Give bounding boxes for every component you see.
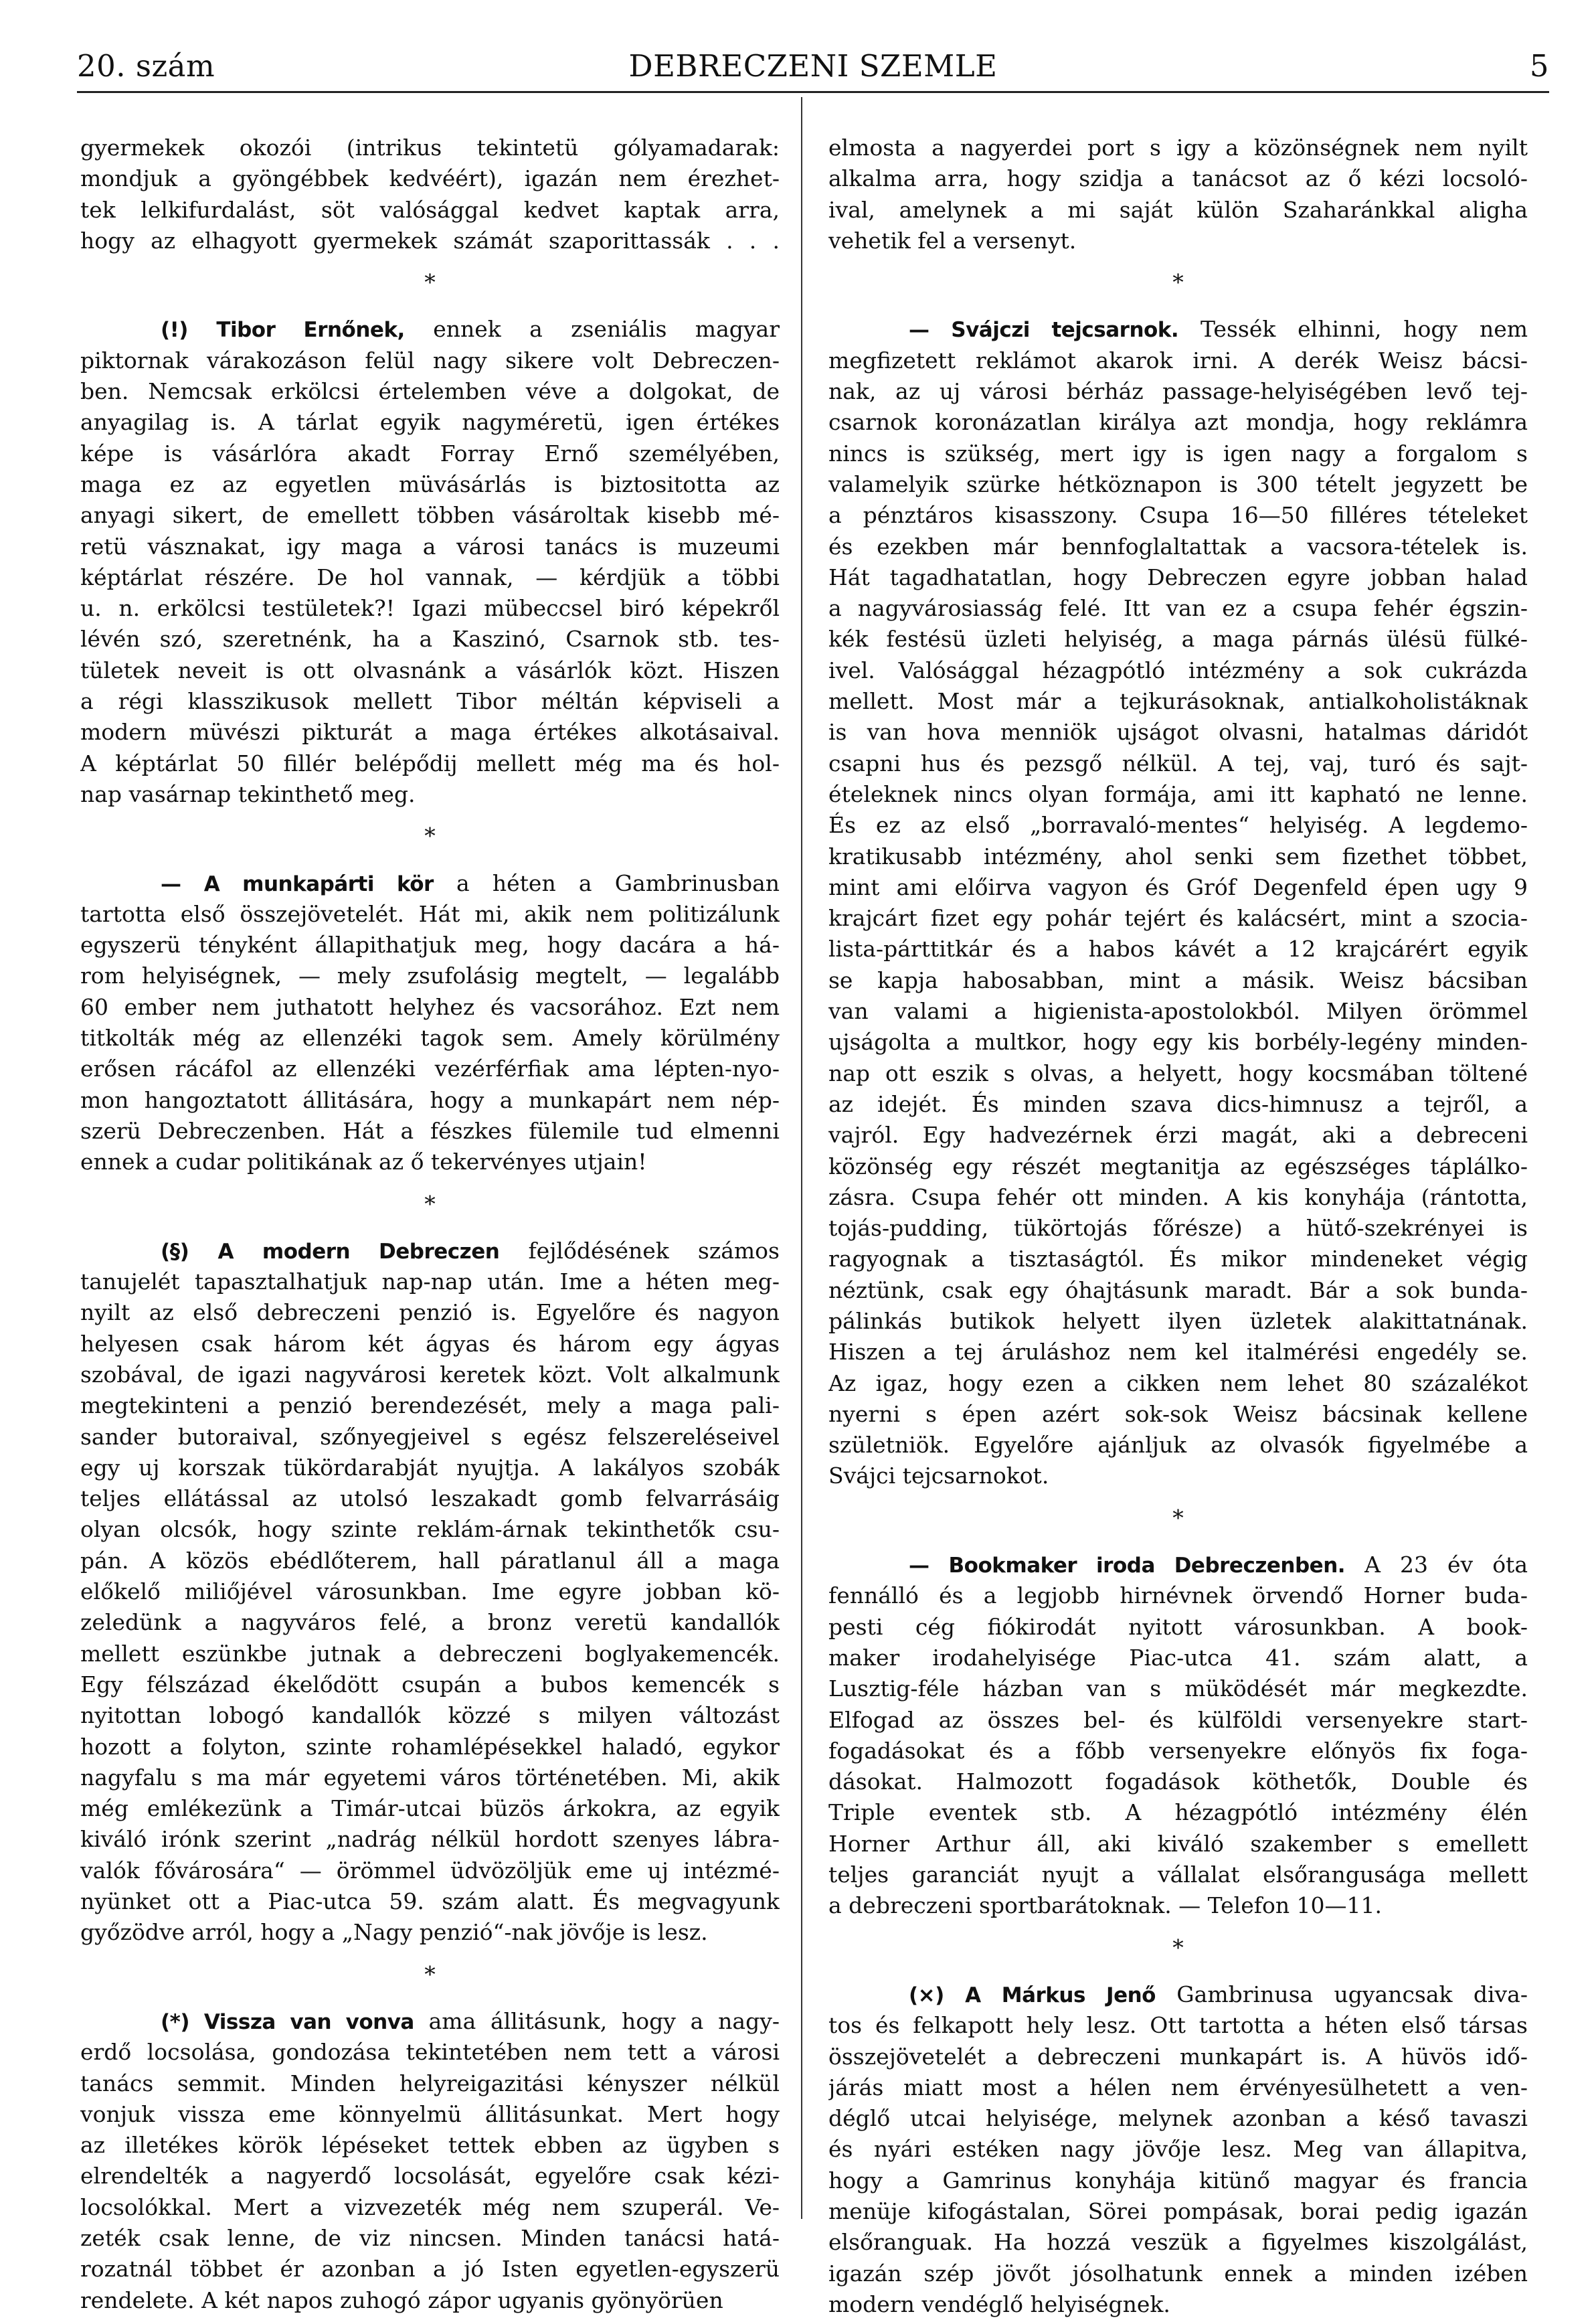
text-line: ival, amelynek a mi saját külön Szaharánkkal aligha bbox=[828, 196, 1528, 223]
text-line: Elfogad az összes bel- és külföldi versenyekre start- bbox=[828, 1706, 1528, 1733]
article-marker: — bbox=[909, 318, 929, 343]
article-bookmaker-iroda bbox=[828, 1550, 1528, 1922]
newspaper-title: DEBRECZENI SZEMLE bbox=[628, 48, 998, 84]
text-line: déglő utcai helyisége, melynek azonban a késő tavaszi bbox=[828, 2105, 1528, 2132]
text-line: Horner Arthur áll, aki kiváló szakember s emellett bbox=[828, 1830, 1528, 1857]
text-line: erdő locsolása, gondozása tekintetében nem tett a városi bbox=[80, 2039, 780, 2066]
text-line: teljes garanciát nyujt a vállalat elsőrangusága mellett bbox=[828, 1861, 1528, 1888]
text-line: u. n. erkölcsi testületek?! Igazi mübeccsel biró képekről bbox=[80, 595, 780, 622]
text-line: olyan olcsók, hogy szinte reklám-árnak tekinthetők csu- bbox=[80, 1516, 780, 1543]
text-line: ragyognak a tisztaságtól. És mikor mindeneket végig bbox=[828, 1246, 1528, 1272]
article-headline: Vissza van vonva bbox=[203, 2009, 414, 2034]
text-line: alkalma arra, hogy szidja a tanácsot az ő kézi locsoló- bbox=[828, 165, 1528, 192]
text-line: modern vendéglő helyiségnek. bbox=[828, 2291, 1170, 2317]
text-line: hogy a Gamrinus konyhája kitünő magyar és francia bbox=[828, 2167, 1528, 2193]
text-line: A képtárlat 50 fillér belépődij mellett még ma és hol- bbox=[80, 750, 780, 776]
text-line: kék festésü üzleti helyiség, a maga párnás ülésü fülké- bbox=[828, 626, 1528, 653]
text-line: dásokat. Halmozott fogadások köthetők, Double és bbox=[828, 1768, 1528, 1795]
text-line: helyesen csak három két ágyas és három egy ágyas bbox=[80, 1330, 780, 1357]
article-lead-text: a héten a Gambrinusban bbox=[456, 869, 780, 896]
issue-number: 20. szám bbox=[77, 48, 215, 84]
text-line: pálinkás butikok helyett ilyen üzletek alakittatnának. bbox=[828, 1307, 1528, 1334]
right-column bbox=[828, 133, 1528, 2320]
text-line: mint ami előirva vagyon és Gróf Degenfeld épen ugy 9 bbox=[828, 874, 1528, 900]
text-line: nagyfalu s ma már egyetemi város történetében. Mi, akik bbox=[80, 1764, 780, 1791]
article-lead-line bbox=[828, 1550, 1528, 1580]
text-line: hozott a folyton, szinte rohamlépésekkel haladó, egykor bbox=[80, 1733, 780, 1760]
text-line: titkolták még az ellenzéki tagok sem. Amely körülmény bbox=[80, 1025, 780, 1052]
article-marker: (!) bbox=[161, 318, 188, 343]
text-line: győzödve arról, hogy a „Nagy penzió“-nak jövője is lesz. bbox=[80, 1919, 708, 1946]
text-line: mellett eszünkbe jutnak a debreczeni boglyakemencék. bbox=[80, 1640, 780, 1667]
text-line: krajcárt fizet egy pohár tejért és kalácsért, mint a szocia- bbox=[828, 905, 1528, 932]
text-line: képe is vásárlóra akadt Forray Ernő személyében, bbox=[80, 440, 780, 467]
text-line: a pénztáros kisasszony. Csupa 16—50 filléres tételeket bbox=[828, 502, 1528, 529]
article-lead-line bbox=[80, 314, 780, 345]
article-headline: A modern Debreczen bbox=[217, 1239, 500, 1264]
text-line: erősen rácáfol az ellenzéki vezérférfiak ama lépten-nyo- bbox=[80, 1056, 780, 1082]
header-rule bbox=[77, 91, 1549, 93]
article-lead-text: ennek a zseniális magyar bbox=[433, 316, 780, 343]
article-lead-text: ama állitásunk, hogy a nagy- bbox=[428, 2007, 780, 2034]
article-lead-text: Tessék elhinni, hogy nem bbox=[1200, 316, 1528, 343]
text-line: nyünket ott a Piac-utca 59. szám alatt. És megvagyunk bbox=[80, 1888, 780, 1915]
article-headline: A munkapárti kör bbox=[203, 872, 434, 896]
text-line: igazán szép jövőt jósolhatunk ennek a minden izében bbox=[828, 2260, 1528, 2287]
text-line: járás miatt most a hélen nem érvényesülhetett a ven- bbox=[828, 2074, 1528, 2100]
section-separator: * bbox=[1172, 269, 1184, 296]
text-line: Triple eventek stb. A hézagpótló intézmény élén bbox=[828, 1799, 1528, 1826]
text-line: locsolókkal. Mert a vizvezeték még nem szuperál. Ve- bbox=[80, 2193, 780, 2220]
article-lead-line bbox=[80, 2006, 780, 2037]
text-line: van valami a higienista-apostolokból. Milyen örömmel bbox=[828, 998, 1528, 1025]
article-tibor-ernonek bbox=[80, 314, 780, 810]
text-line: mondjuk a gyöngébbek kedvéért), igazán nem érezhet- bbox=[80, 165, 780, 192]
text-line: tanujelét tapasztalhatjuk nap-nap után. Ime a héten meg- bbox=[80, 1268, 780, 1295]
article-lead-line bbox=[80, 868, 780, 899]
text-line: összejövetelét a debreczeni munkapárt is. A hüvös idő- bbox=[828, 2043, 1528, 2070]
text-line: szerü Debreczenben. Hát a fészkes fülemile tud elmenni bbox=[80, 1117, 780, 1144]
article-lead-line bbox=[828, 1979, 1528, 2010]
text-line: az illetékes körök lépéseket tettek ebben az ügyben s bbox=[80, 2132, 780, 2159]
text-line: hogy az elhagyott gyermekek számát szaporittassák . . . bbox=[80, 227, 780, 254]
text-line: És ez az első „borravaló-mentes“ helyiség. A legdemo- bbox=[828, 812, 1528, 839]
text-line: zásra. Csupa fehér ott minden. A kis konyhája (rántotta, bbox=[828, 1183, 1528, 1210]
text-line: vajról. Egy hadvezérnek érzi magát, aki a debreceni bbox=[828, 1122, 1528, 1149]
text-line: piktornak várakozáson felül nagy sikere volt Debreczen- bbox=[80, 347, 780, 374]
section-separator: * bbox=[424, 1961, 436, 1987]
text-line: mon hangoztatott állitására, hogy a munkapárt nem nép- bbox=[80, 1086, 780, 1113]
article-headline: Tibor Ernőnek, bbox=[216, 318, 405, 343]
text-line: is van hova menniök ujságot olvasni, hatalmas dáridót bbox=[828, 719, 1528, 746]
left-column bbox=[80, 133, 780, 2316]
text-line: nyerni s épen azért sok-sok Weisz bácsinak kellene bbox=[828, 1400, 1528, 1427]
article-munkaparti-kor bbox=[80, 868, 780, 1178]
article-svajczi-tejcsarnok bbox=[828, 314, 1528, 1491]
text-line: maker irodahelyisége Piac-utca 41. szám alatt, a bbox=[828, 1644, 1528, 1671]
text-line: 60 ember nem juthatott helyhez és vacsorához. Ezt nem bbox=[80, 993, 780, 1020]
text-line: elrendelték a nagyerdő locsolását, egyelőre csak kézi- bbox=[80, 2163, 780, 2189]
section-separator: * bbox=[1172, 1934, 1184, 1961]
text-line: a nagyvárosiasság felé. Itt van ez a csupa fehér égszin- bbox=[828, 595, 1528, 622]
text-line: vonjuk vissza eme könnyelmü állitásunkat. Mert hogy bbox=[80, 2100, 780, 2127]
text-line: Lusztig-féle házban van s müködését már megkezdte. bbox=[828, 1675, 1528, 1702]
text-line: csarnok koronázatlan királya azt mondja, hogy reklámra bbox=[828, 409, 1528, 436]
text-line: vehetik fel a versenyt. bbox=[828, 227, 1077, 254]
text-line: megtekinteni a penzió berendezését, mely a maga pali- bbox=[80, 1392, 780, 1419]
text-line: Svájci tejcsarnokot. bbox=[828, 1463, 1049, 1489]
text-line: elsőranguak. Ha hozzá veszük a figyelmes kiszolgálást, bbox=[828, 2229, 1528, 2256]
text-line: ennek a cudar politikának az ő tekervényes utjain! bbox=[80, 1149, 647, 1175]
article-marker: (×) bbox=[909, 1983, 944, 2007]
text-line: tületek neveit is ott olvasnánk a vásárlók közt. Hiszen bbox=[80, 657, 780, 683]
text-line: a régi klasszikusok mellett Tibor méltán képviseli a bbox=[80, 688, 780, 715]
text-line: se kapja habosabban, mint a másik. Weisz bácsiban bbox=[828, 967, 1528, 993]
text-line: Az igaz, hogy ezen a cikken nem lehet 80 százalékot bbox=[828, 1370, 1528, 1396]
text-line: rozatnál többet ér azonban a jó Isten egyetlen-egyszerü bbox=[80, 2256, 780, 2283]
text-line: nyitottan lobogó kandallók közzé s milyen változást bbox=[80, 1702, 780, 1729]
text-line: retü vásznakat, igy maga a városi tanács is muzeumi bbox=[80, 533, 780, 560]
text-line: anyagi sikert, de emellett többen vásároltak kisebb mé- bbox=[80, 502, 780, 529]
article-vissza-van-vonva bbox=[80, 2006, 780, 2316]
text-line: ételeknek nincs olyan formája, ami itt kapható ne lenne. bbox=[828, 780, 1528, 807]
article-modern-debreczen bbox=[80, 1236, 780, 1949]
article-marker: (§) bbox=[161, 1239, 189, 1264]
article-lead-text: Gambrinusa ugyancsak diva- bbox=[1176, 1981, 1528, 2007]
text-line: nyilt az első debreczeni penzió is. Egyelőre és nagyon bbox=[80, 1299, 780, 1326]
text-line: Hiszen a tej áruláshoz nem kel italmérési engedély se. bbox=[828, 1339, 1528, 1365]
text-line: szobával, de igazi nagyvárosi keretek közt. Volt alkalmunk bbox=[80, 1361, 780, 1388]
text-line: rom helyiségnek, — mely zsufolásig megtelt, — legalább bbox=[80, 963, 780, 989]
text-line: egyszerü tényként állapithatjuk meg, hogy dacára a há- bbox=[80, 932, 780, 959]
text-line: pesti cég fiókirodát nyitott városunkban. A book- bbox=[828, 1613, 1528, 1640]
article-markus-jeno bbox=[828, 1979, 1528, 2320]
text-line: egy uj korszak tükördarabját nyujtja. A lakályos szobák bbox=[80, 1454, 780, 1481]
text-line: és ezekben már bennfoglaltattak a vacsora-tételek is. bbox=[828, 533, 1528, 560]
page-header bbox=[77, 40, 1549, 94]
section-separator: * bbox=[424, 269, 436, 296]
text-line: teljes ellátással az utolsó leszakadt gomb felvarrásáig bbox=[80, 1485, 780, 1512]
text-line: tek lelkifurdalást, söt valósággal kedvet kaptak arra, bbox=[80, 196, 780, 223]
text-line: zeledünk a nagyváros felé, a bronz veretü kandallók bbox=[80, 1609, 780, 1636]
article-lead-line bbox=[80, 1236, 780, 1266]
text-line: valamelyik szürke hétköznapon is 300 tételt jegyzett be bbox=[828, 471, 1528, 497]
article-marker: — bbox=[161, 872, 181, 896]
text-line: Hát tagadhatatlan, hogy Debreczen egyre jobban halad bbox=[828, 564, 1528, 590]
text-line: pán. A közös ebédlőterem, hall páratlanul áll a maga bbox=[80, 1547, 780, 1574]
text-line: gyermekek okozói (intrikus tekintetü gólyamadarak: bbox=[80, 135, 780, 161]
text-line: fogadásokat és a főbb versenyekre előnyös fix foga- bbox=[828, 1737, 1528, 1764]
article-headline: Svájczi tejcsarnok. bbox=[951, 318, 1179, 343]
text-line: tojás-pudding, tükörtojás főrésze) a hütő-szekrényei is bbox=[828, 1215, 1528, 1242]
text-line: fennálló és a legjobb hirnévnek örvendő Horner buda- bbox=[828, 1582, 1528, 1609]
text-line: nak, az uj városi bérház passage-helyiségében levő tej- bbox=[828, 378, 1528, 405]
text-line: születniök. Egyelőre ajánljuk az olvasók figyelmébe a bbox=[828, 1432, 1528, 1459]
text-line: tanács semmit. Minden helyreigazitási kényszer nélkül bbox=[80, 2070, 780, 2096]
text-line: maga ez az egyetlen müvásárlás is biztositotta az bbox=[80, 471, 780, 497]
text-line: képtárlat részére. De hol vannak, — kérdjük a többi bbox=[80, 564, 780, 590]
section-separator: * bbox=[424, 823, 436, 849]
text-line: rendelete. A két napos zuhogó zápor ugyanis gyönyörüen bbox=[80, 2287, 723, 2313]
text-line: kiváló irónk szerint „nadrág nélkül hordott szenyes lábra- bbox=[80, 1826, 780, 1853]
text-line: közönség egy részét megtanitja az egészséges táplálko- bbox=[828, 1153, 1528, 1179]
page-number: 5 bbox=[1529, 48, 1549, 84]
article-headline: Bookmaker iroda Debreczenben. bbox=[948, 1554, 1346, 1578]
article-lead-text: fejlődésének számos bbox=[528, 1237, 780, 1264]
text-line: ujságolta a multkor, hogy egy kis borbély-legény minden- bbox=[828, 1029, 1528, 1056]
article-marker: (*) bbox=[161, 2009, 190, 2034]
text-line: az idejét. És minden szava dics-himnusz a tejről, a bbox=[828, 1090, 1528, 1117]
text-line: nap vasárnap tekinthető meg. bbox=[80, 780, 416, 807]
text-line: ivel. Valósággal hézagpótló intézmény a sok cukrázda bbox=[828, 657, 1528, 683]
article-marker: — bbox=[909, 1554, 929, 1578]
text-line: a debreczeni sportbarátoknak. — Telefon 10—11. bbox=[828, 1892, 1383, 1919]
text-line: elmosta a nagyerdei port s igy a közönségnek nem nyilt bbox=[828, 135, 1528, 161]
text-line: nap ott eszik s olvas, a helyett, hogy kocsmában töltené bbox=[828, 1060, 1528, 1086]
text-line: menüje kifogástalan, Sörei pompásak, borai pedig igazán bbox=[828, 2198, 1528, 2224]
text-line: csapni hus és pezsgő nélkül. A tej, vaj, turó és sajt- bbox=[828, 750, 1528, 776]
section-separator: * bbox=[1172, 1504, 1184, 1531]
text-line: előkelő miliőjével városunkban. Ime egyre jobban kö- bbox=[80, 1578, 780, 1605]
text-line: zeték csak lenne, de viz nincsen. Minden tanácsi hatá- bbox=[80, 2225, 780, 2251]
text-line: sander butoraival, szőnyegjeivel s egész felszereléseivel bbox=[80, 1423, 780, 1450]
text-line: Egy félszázad ékelődött csupán a bubos kemencék s bbox=[80, 1671, 780, 1697]
text-line: tos és felkapott hely lesz. Ott tartotta a héten első társas bbox=[828, 2012, 1528, 2039]
text-line: valók fővárosára“ — örömmel üdvözöljük eme uj intézmé- bbox=[80, 1857, 780, 1884]
text-line: nincs is szükség, mert igy is igen nagy a forgalom s bbox=[828, 440, 1528, 467]
text-line: modern müvészi pikturát a maga értékes alkotásaival. bbox=[80, 719, 780, 746]
text-line: néztünk, csak egy óhajtásunk maradt. Bár a sok bunda- bbox=[828, 1276, 1528, 1303]
text-line: tartotta első összejövetelét. Hát mi, akik nem politizálunk bbox=[80, 900, 780, 927]
text-line: kratikusabb intézmény, ahol senki sem fizethet többet, bbox=[828, 843, 1528, 869]
text-line: és nyári estéken nagy jövője lesz. Meg van állapitva, bbox=[828, 2136, 1528, 2163]
article-lead-text: A 23 év óta bbox=[1364, 1552, 1528, 1578]
article-lead-line bbox=[828, 314, 1528, 345]
text-line: lévén szó, szeretnénk, ha a Kaszinó, Csarnok stb. tes- bbox=[80, 626, 780, 653]
column-divider bbox=[801, 97, 802, 2219]
text-line: még emlékezünk a Timár-utcai büzös árkokra, az egyik bbox=[80, 1795, 780, 1822]
section-separator: * bbox=[424, 1190, 436, 1217]
text-line: ben. Nemcsak erkölcsi értelemben véve a dolgokat, de bbox=[80, 378, 780, 405]
text-line: megfizetett reklámot akarok irni. A derék Weisz bácsi- bbox=[828, 347, 1528, 374]
text-line: anyagilag is. A tárlat egyik nagyméretü, igen értékes bbox=[80, 409, 780, 436]
text-line: mellett. Most már a tejkurásoknak, antialkoholistáknak bbox=[828, 688, 1528, 715]
text-line: lista-párttitkár és a habos kávét a 12 krajcárért egyik bbox=[828, 936, 1528, 963]
article-headline: A Márkus Jenő bbox=[965, 1983, 1156, 2007]
